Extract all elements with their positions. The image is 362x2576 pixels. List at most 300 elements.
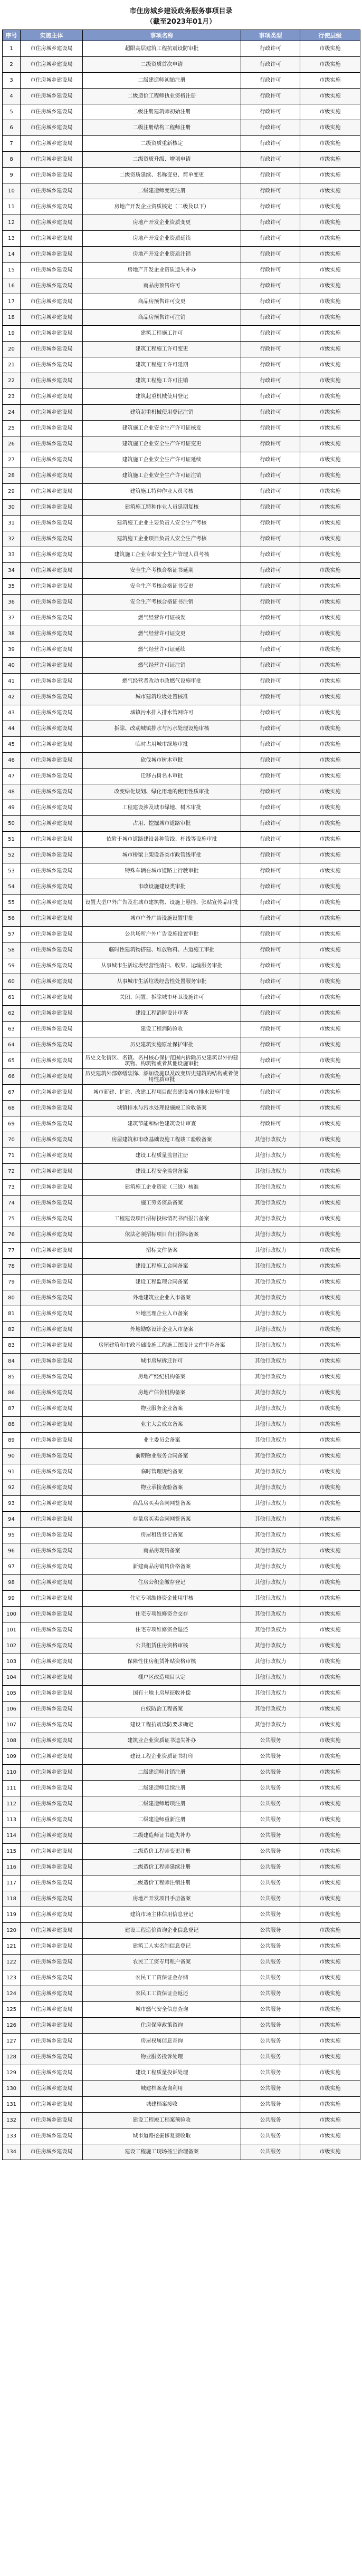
cell-item-name: 棚户区改造项目认定 [83,1670,241,1686]
table-row [3,1907,360,1923]
cell-level: 市级实施 [300,848,360,863]
cell-index: 13 [3,231,21,247]
cell-agency: 市住房城乡建设局 [21,1686,83,1702]
cell-item-type: 公共服务 [241,2034,300,2049]
cell-index: 17 [3,294,21,310]
cell-item-type: 行政许可 [241,1085,300,1101]
cell-item-name: 公共场所户外广告设施设置审批 [83,927,241,942]
table-row [3,1796,360,1812]
cell-item-type: 行政许可 [241,1006,300,1022]
cell-index: 128 [3,2049,21,2065]
cell-index: 72 [3,1164,21,1180]
cell-item-type: 其他行政权力 [241,1148,300,1164]
cell-index: 118 [3,1891,21,1907]
cell-item-name: 房屋权属信息查询 [83,2034,241,2049]
cell-agency: 市住房城乡建设局 [21,247,83,263]
cell-item-type: 其他行政权力 [241,1591,300,1607]
cell-agency: 市住房城乡建设局 [21,1148,83,1164]
cell-item-type: 行政许可 [241,152,300,168]
cell-agency: 市住房城乡建设局 [21,1939,83,1955]
cell-level: 市级实施 [300,1543,360,1559]
cell-index: 132 [3,2113,21,2128]
cell-index: 122 [3,1955,21,1970]
cell-item-name: 建设工程施工现场扬尘治理备案 [83,2144,241,2160]
cell-level: 市级实施 [300,2034,360,2049]
cell-item-name: 二级资质升级、增项申请 [83,152,241,168]
cell-item-name: 二级建造师证书遗失补办 [83,1828,241,1844]
cell-item-name: 招标文件备案 [83,1243,241,1259]
cell-item-name: 关闭、闲置、拆除城市环卫设施许可 [83,990,241,1006]
cell-item-name: 拆除、改动城镇排水与污水处理设施审核 [83,721,241,737]
cell-level: 市级实施 [300,389,360,405]
cell-item-name: 保障性住房租赁补贴资格审核 [83,1654,241,1670]
table-row [3,2034,360,2049]
cell-index: 42 [3,689,21,705]
cell-index: 30 [3,500,21,516]
table-row [3,689,360,705]
cell-index: 61 [3,990,21,1006]
table-row [3,1480,360,1496]
cell-item-name: 城市桥梁上架设各类市政管线审批 [83,848,241,863]
cell-agency: 市住房城乡建设局 [21,1085,83,1101]
table-row [3,563,360,579]
cell-index: 69 [3,1116,21,1132]
table-row [3,294,360,310]
cell-agency: 市住房城乡建设局 [21,942,83,958]
table-row [3,1417,360,1433]
table-row [3,278,360,294]
cell-agency: 市住房城乡建设局 [21,89,83,104]
table-row [3,1875,360,1891]
cell-index: 110 [3,1765,21,1781]
cell-item-name: 建筑施工特种作业人员考核 [83,484,241,500]
cell-index: 115 [3,1844,21,1860]
cell-item-name: 建设工程消防设计审查 [83,1006,241,1022]
cell-item-type: 公共服务 [241,1765,300,1781]
cell-index: 106 [3,1702,21,1717]
cell-level: 市级实施 [300,531,360,547]
cell-index: 20 [3,342,21,357]
cell-level: 市级实施 [300,721,360,737]
cell-agency: 市住房城乡建设局 [21,1828,83,1844]
table-row [3,1955,360,1970]
cell-item-name: 房地产开发企业资质延续 [83,231,241,247]
cell-level: 市级实施 [300,1970,360,1986]
table-row [3,57,360,73]
table-row [3,800,360,816]
cell-level: 市级实施 [300,1733,360,1749]
table-row [3,326,360,342]
cell-agency: 市住房城乡建设局 [21,1401,83,1417]
cell-item-type: 行政许可 [241,563,300,579]
cell-item-name: 住宅专项维修资金交存 [83,1607,241,1622]
cell-agency: 市住房城乡建设局 [21,1195,83,1211]
cell-item-type: 行政许可 [241,199,300,215]
cell-index: 6 [3,120,21,136]
cell-agency: 市住房城乡建设局 [21,1796,83,1812]
cell-agency: 市住房城乡建设局 [21,2113,83,2128]
cell-item-type: 行政许可 [241,120,300,136]
cell-level: 市级实施 [300,1116,360,1132]
cell-index: 41 [3,674,21,689]
table-row [3,895,360,911]
table-row [3,1891,360,1907]
cell-item-name: 农民工工资保证金存储 [83,1970,241,1986]
cell-level: 市级实施 [300,1290,360,1306]
cell-level: 市级实施 [300,1464,360,1480]
table-row [3,500,360,516]
table-row [3,1180,360,1195]
cell-item-type: 行政许可 [241,57,300,73]
cell-item-name: 物业服务投诉处理 [83,2049,241,2065]
table-row [3,1923,360,1939]
cell-index: 36 [3,595,21,610]
cell-item-type: 行政许可 [241,1116,300,1132]
cell-item-name: 住房保障政策咨询 [83,2018,241,2034]
cell-item-name: 建筑施工企业资质（三级）核准 [83,1180,241,1195]
cell-level: 市级实施 [300,1923,360,1939]
cell-item-type: 行政许可 [241,737,300,753]
cell-item-type: 行政许可 [241,689,300,705]
cell-item-name: 从事城市生活垃圾经营性清扫、收集、运输服务审批 [83,958,241,974]
cell-item-name: 城建档案查询利用 [83,2081,241,2097]
cell-item-type: 公共服务 [241,1955,300,1970]
cell-item-name: 公共租赁住房资格审核 [83,1638,241,1654]
table-row [3,1037,360,1053]
table-row [3,769,360,784]
cell-level: 市级实施 [300,1986,360,2002]
cell-level: 市级实施 [300,2081,360,2097]
cell-item-type: 公共服务 [241,1844,300,1860]
cell-level: 市级实施 [300,405,360,421]
table-row [3,927,360,942]
cell-agency: 市住房城乡建设局 [21,721,83,737]
cell-level: 市级实施 [300,2144,360,2160]
cell-index: 96 [3,1543,21,1559]
cell-agency: 市住房城乡建设局 [21,563,83,579]
cell-agency: 市住房城乡建设局 [21,2018,83,2034]
cell-index: 86 [3,1385,21,1401]
cell-item-type: 行政许可 [241,547,300,563]
table-row [3,1575,360,1591]
cell-agency: 市住房城乡建设局 [21,626,83,642]
cell-index: 111 [3,1781,21,1796]
table-row [3,89,360,104]
cell-level: 市级实施 [300,1006,360,1022]
cell-agency: 市住房城乡建设局 [21,1749,83,1765]
cell-index: 24 [3,405,21,421]
cell-agency: 市住房城乡建设局 [21,436,83,452]
cell-agency: 市住房城乡建设局 [21,1354,83,1369]
cell-index: 50 [3,816,21,832]
cell-index: 28 [3,468,21,484]
cell-item-type: 行政许可 [241,610,300,626]
table-row [3,1022,360,1037]
cell-index: 14 [3,247,21,263]
table-row [3,1939,360,1955]
cell-level: 市级实施 [300,737,360,753]
cell-item-type: 行政许可 [241,784,300,800]
cell-item-name: 建设工程消防验收 [83,1022,241,1037]
cell-index: 99 [3,1591,21,1607]
cell-item-type: 公共服务 [241,1733,300,1749]
cell-item-type: 行政许可 [241,294,300,310]
cell-index: 1 [3,41,21,57]
cell-index: 75 [3,1211,21,1227]
cell-agency: 市住房城乡建设局 [21,73,83,89]
cell-item-type: 行政许可 [241,753,300,769]
cell-item-type: 其他行政权力 [241,1464,300,1480]
cell-index: 100 [3,1607,21,1622]
service-items-table [2,30,360,2160]
cell-item-name: 城市燃气安全信息查询 [83,2002,241,2018]
cell-index: 16 [3,278,21,294]
cell-item-name: 建设工程安全监督备案 [83,1164,241,1180]
cell-item-name: 房地产经纪机构备案 [83,1369,241,1385]
cell-level: 市级实施 [300,674,360,689]
cell-item-type: 公共服务 [241,2065,300,2081]
cell-item-type: 其他行政权力 [241,1575,300,1591]
cell-agency: 市住房城乡建设局 [21,1480,83,1496]
cell-agency: 市住房城乡建设局 [21,2065,83,2081]
cell-item-name: 建筑工程施工许可 [83,326,241,342]
cell-item-name: 建筑工程施工许可变更 [83,342,241,357]
table-row [3,1464,360,1480]
cell-item-type: 其他行政权力 [241,1401,300,1417]
cell-agency: 市住房城乡建设局 [21,263,83,278]
cell-level: 市级实施 [300,1101,360,1116]
cell-item-type: 行政许可 [241,104,300,120]
table-row [3,136,360,152]
cell-index: 102 [3,1638,21,1654]
cell-item-name: 建筑施工企业安全生产许可证延续 [83,452,241,468]
cell-index: 48 [3,784,21,800]
cell-agency: 市住房城乡建设局 [21,1132,83,1148]
table-row [3,1543,360,1559]
cell-level: 市级实施 [300,1164,360,1180]
table-row [3,1101,360,1116]
table-row [3,436,360,452]
cell-level: 市级实施 [300,1354,360,1369]
cell-agency: 市住房城乡建设局 [21,816,83,832]
cell-level: 市级实施 [300,547,360,563]
table-row [3,674,360,689]
cell-level: 市级实施 [300,1765,360,1781]
cell-item-type: 行政许可 [241,990,300,1006]
cell-item-type: 公共服务 [241,2113,300,2128]
table-row [3,152,360,168]
cell-item-name: 二级资质重新核定 [83,136,241,152]
cell-item-name: 建筑施工企业安全生产许可证变更 [83,436,241,452]
cell-level: 市级实施 [300,183,360,199]
cell-item-type: 公共服务 [241,2144,300,2160]
table-row [3,1986,360,2002]
cell-agency: 市住房城乡建设局 [21,1844,83,1860]
table-row [3,1243,360,1259]
cell-index: 123 [3,1970,21,1986]
table-row [3,2065,360,2081]
table-row [3,2049,360,2065]
cell-item-name: 白蚁防治工程备案 [83,1702,241,1717]
cell-index: 43 [3,705,21,721]
cell-item-type: 行政许可 [241,73,300,89]
cell-item-name: 物业承接查验备案 [83,1480,241,1496]
cell-item-name: 城市新建、扩建、改建工程项目配套建设城市排水设施审批 [83,1085,241,1101]
cell-item-type: 其他行政权力 [241,1480,300,1496]
cell-level: 市级实施 [300,863,360,879]
header-agency: 实施主体 [21,30,83,41]
cell-item-type: 公共服务 [241,2002,300,2018]
cell-agency: 市住房城乡建设局 [21,1543,83,1559]
cell-item-type: 其他行政权力 [241,1322,300,1338]
cell-level: 市级实施 [300,1622,360,1638]
cell-item-name: 房地产开发项目手册备案 [83,1891,241,1907]
cell-index: 87 [3,1401,21,1417]
cell-level: 市级实施 [300,1828,360,1844]
cell-index: 38 [3,626,21,642]
cell-item-type: 其他行政权力 [241,1607,300,1622]
table-row [3,879,360,895]
table-row [3,1449,360,1464]
table-row [3,389,360,405]
cell-agency: 市住房城乡建设局 [21,310,83,326]
cell-item-type: 公共服务 [241,1907,300,1923]
cell-item-name: 建筑起重机械使用登记注销 [83,405,241,421]
cell-level: 市级实施 [300,769,360,784]
cell-level: 市级实施 [300,1528,360,1543]
cell-item-name: 临时管理规约备案 [83,1464,241,1480]
cell-item-name: 建筑工人实名制信息登记 [83,1939,241,1955]
cell-agency: 市住房城乡建设局 [21,152,83,168]
cell-item-type: 其他行政权力 [241,1132,300,1148]
cell-index: 109 [3,1749,21,1765]
cell-agency: 市住房城乡建设局 [21,1306,83,1322]
cell-agency: 市住房城乡建设局 [21,895,83,911]
cell-item-name: 业主大会成立备案 [83,1417,241,1433]
table-row [3,753,360,769]
cell-agency: 市住房城乡建设局 [21,2002,83,2018]
cell-level: 市级实施 [300,610,360,626]
cell-agency: 市住房城乡建设局 [21,1275,83,1290]
cell-item-name: 二级建造师变更注册 [83,183,241,199]
cell-item-name: 改变绿化规划、绿化用地的使用性质审批 [83,784,241,800]
table-row [3,1006,360,1022]
cell-agency: 市住房城乡建设局 [21,1211,83,1227]
cell-item-type: 公共服务 [241,1781,300,1796]
cell-item-name: 砍伐城市树木审批 [83,753,241,769]
cell-item-name: 历史文化街区、名镇、名村核心保护范围内拆除历史建筑以外的建筑物、构筑物或者其他设施审批 [83,1053,241,1069]
cell-index: 7 [3,136,21,152]
cell-index: 91 [3,1464,21,1480]
cell-level: 市级实施 [300,152,360,168]
table-row [3,2002,360,2018]
cell-level: 市级实施 [300,1796,360,1812]
cell-item-type: 行政许可 [241,373,300,389]
cell-index: 77 [3,1243,21,1259]
cell-agency: 市住房城乡建设局 [21,1512,83,1528]
cell-item-type: 其他行政权力 [241,1543,300,1559]
cell-index: 113 [3,1812,21,1828]
cell-index: 114 [3,1828,21,1844]
table-row [3,168,360,183]
cell-item-name: 建筑工程施工许可延期 [83,357,241,373]
cell-item-type: 公共服务 [241,1749,300,1765]
cell-item-name: 城市房屋拆迁许可 [83,1354,241,1369]
cell-index: 49 [3,800,21,816]
cell-level: 市级实施 [300,1417,360,1433]
cell-item-name: 施工劳务资质备案 [83,1195,241,1211]
cell-level: 市级实施 [300,263,360,278]
cell-index: 45 [3,737,21,753]
cell-level: 市级实施 [300,1891,360,1907]
cell-index: 25 [3,421,21,436]
cell-level: 市级实施 [300,1322,360,1338]
cell-index: 22 [3,373,21,389]
cell-item-name: 二级注册建筑师初始注册 [83,104,241,120]
cell-agency: 市住房城乡建设局 [21,863,83,879]
cell-item-type: 公共服务 [241,1796,300,1812]
cell-level: 市级实施 [300,1702,360,1717]
cell-agency: 市住房城乡建设局 [21,136,83,152]
cell-index: 60 [3,974,21,990]
cell-item-name: 商品房现售备案 [83,1543,241,1559]
cell-level: 市级实施 [300,294,360,310]
cell-item-name: 历史建筑实施原址保护审批 [83,1037,241,1053]
table-row [3,120,360,136]
table-row [3,484,360,500]
cell-agency: 市住房城乡建设局 [21,1559,83,1575]
cell-level: 市级实施 [300,421,360,436]
cell-item-type: 行政许可 [241,183,300,199]
cell-level: 市级实施 [300,1591,360,1607]
cell-agency: 市住房城乡建设局 [21,2049,83,2065]
table-row [3,1591,360,1607]
cell-agency: 市住房城乡建设局 [21,753,83,769]
table-row [3,1733,360,1749]
cell-agency: 市住房城乡建设局 [21,104,83,120]
cell-item-type: 行政许可 [241,974,300,990]
cell-index: 74 [3,1195,21,1211]
cell-item-name: 外地建筑业企业入市备案 [83,1290,241,1306]
table-row [3,626,360,642]
cell-index: 116 [3,1860,21,1875]
cell-index: 35 [3,579,21,595]
cell-level: 市级实施 [300,942,360,958]
cell-item-name: 从事城市生活垃圾经营性处置服务审批 [83,974,241,990]
cell-agency: 市住房城乡建设局 [21,389,83,405]
cell-index: 104 [3,1670,21,1686]
cell-agency: 市住房城乡建设局 [21,1860,83,1875]
cell-item-name: 建设工程抗震设防要求确定 [83,1717,241,1733]
table-row [3,2018,360,2034]
cell-item-type: 行政许可 [241,468,300,484]
cell-agency: 市住房城乡建设局 [21,199,83,215]
cell-agency: 市住房城乡建设局 [21,1022,83,1037]
cell-item-name: 房地产开发企业资质核定（二级及以下） [83,199,241,215]
table-row [3,1369,360,1385]
cell-agency: 市住房城乡建设局 [21,468,83,484]
cell-level: 市级实施 [300,2002,360,2018]
cell-item-name: 市政设施建设类审批 [83,879,241,895]
table-row [3,1702,360,1717]
cell-agency: 市住房城乡建设局 [21,1037,83,1053]
cell-item-type: 行政许可 [241,484,300,500]
cell-index: 120 [3,1923,21,1939]
cell-level: 市级实施 [300,41,360,57]
table-row [3,610,360,626]
cell-agency: 市住房城乡建设局 [21,658,83,674]
cell-index: 52 [3,848,21,863]
